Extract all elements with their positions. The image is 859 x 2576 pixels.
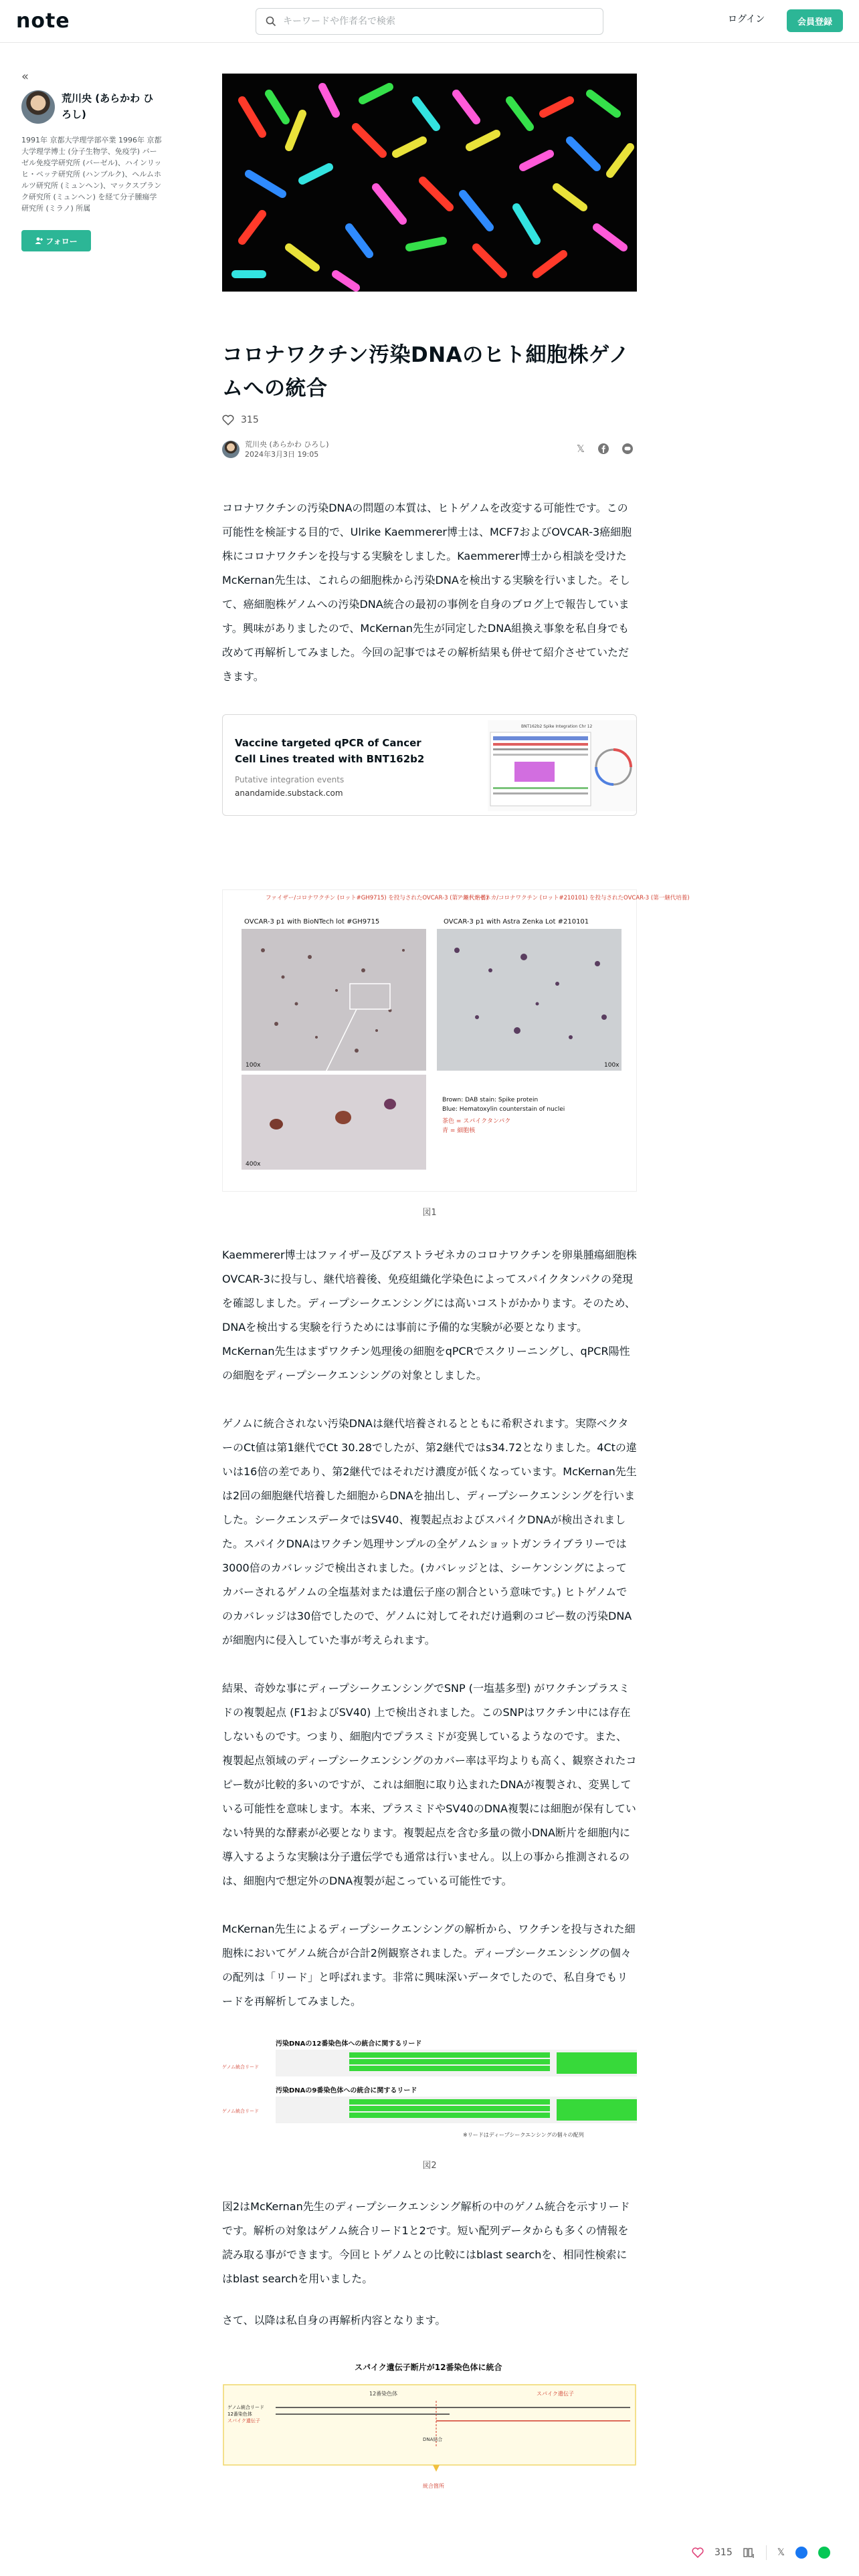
byline-avatar[interactable] <box>222 441 240 458</box>
fig1-legend-1: Brown: DAB stain: Spike protein <box>442 1097 539 1103</box>
add-user-icon <box>35 237 43 245</box>
fig2-side-1: ゲノム統合リード <box>222 2064 260 2070</box>
byline-date: 2024年3月3日 19:05 <box>245 450 319 459</box>
line-share-icon[interactable] <box>622 443 633 454</box>
figure-2-caption: 図2 <box>422 2161 437 2171</box>
search-input[interactable] <box>283 16 577 27</box>
fig2-header-1: 汚染DNAの12番染色体への統合に関するリード <box>276 2040 422 2048</box>
fab-x-share-icon[interactable]: 𝕏 <box>777 2547 785 2558</box>
embed-thumbnail <box>488 720 636 811</box>
fab-line-share-icon[interactable] <box>818 2547 830 2559</box>
like-area[interactable] <box>222 415 637 425</box>
paragraph-4: 結果、奇妙な事にディープシークエンシングでSNP (一塩基多型) がワクチンプラスミドの複製起点 (F1およびSV40) 上で検出されました。このSNPはワクチン中には存在しないものです。つまり、細胞内でプラスミドが変異しているようなのです。また、複製起点領域のディープシークエンシングのカバー率は平均よりも高く、観察されたコピー数が比較的多いのですが、これは細胞に取り込まれたDNAが複製され、変異している可能性を意味します。本来、プラスミドやSV40のDNA複製には細胞が保有していない特異的な酵素が必要となります。複製起点を含む多量の微小DNA断片を細胞内に導入するような実験は分子遺伝学でも通常は行いません。以上の事から推測されるのは、細胞内で想定外のDNA複製が起こっている可能性です。 <box>222 1682 637 1887</box>
figure-1 <box>222 889 690 1192</box>
fig3-chr-label: 12番染色体 <box>369 2391 398 2397</box>
x-share-icon[interactable]: 𝕏 <box>576 443 585 455</box>
avatar[interactable] <box>21 90 55 124</box>
heart-icon[interactable] <box>222 415 234 425</box>
search-box[interactable] <box>256 8 603 35</box>
search-icon <box>266 16 276 27</box>
fab-like-count[interactable]: 315 <box>714 2547 733 2558</box>
fig1-mag-left: 100x <box>246 1062 261 1069</box>
sidebar-author[interactable] <box>21 90 162 124</box>
chromosome-image <box>222 74 637 292</box>
figure-1-caption: 図1 <box>422 1208 437 1218</box>
magazine-add-icon[interactable] <box>743 2547 755 2558</box>
author-name[interactable]: 荒川央 (あらかわ ひろし) <box>62 92 154 120</box>
paragraph-5: McKernan先生によるディープシークエンシングの解析から、ワクチンを投与された細胞株においてゲノム統合が合計2例観察されました。ディープシークエンシングの個々の配列は「リード」と呼ばれます。非常に興味深いデータでしたので、私自身でもリードを再解析してみました。 <box>222 1923 636 2008</box>
embed-description: Putative integration events <box>235 775 345 784</box>
paragraph-1: コロナワクチンの汚染DNAの問題の本質は、ヒトゲノムを改変する可能性です。この可能性を検証する目的で、Ulrike Kaemmerer博士は、MCF7およびOVCAR-3癌細胞株にコロナワクチンを投与する実験をしました。Kaemmerer博士から相談を受けたMcKernan先生は、これらの細胞株から汚染DNAを検出する実験を行いました。そして、癌細胞株ゲノムへの汚染DNA統合の最初の事例を自身のブログ上で報告しています。興味がありましたので、McKernan先生が同定したDNA組換え事象を私自身でも改めて再解析してみました。今回の記事ではその解析結果も併せて紹介させていただきます。 <box>222 502 632 683</box>
paragraph-7: さて、以降は私自身の再解析内容となります。 <box>222 2314 446 2327</box>
fig3-mid-label: DNA結合 <box>423 2437 443 2442</box>
top-header <box>0 0 859 43</box>
paragraph-6: 図2はMcKernan先生のディープシークエンシング解析の中のゲノム統合を示すリードです。解析の対象はゲノム統合リード1と2です。短い配列データからも多くの情報を読み取る事ができます。今回ヒトゲノムとの比較にはblast searchを、相同性検索にはblast searchを用いました。 <box>222 2200 630 2285</box>
like-count[interactable]: 315 <box>241 415 259 425</box>
paragraph-3: ゲノムに統合されない汚染DNAは継代培養されるとともに希釈されます。実際ベクターのCt値は第1継代でCt 30.28でしたが、第2継代ではs34.72となりました。4Ctの違いは16倍の差であり、第2継代ではそれだけ濃度が低くなっています。McKernan先生は2回の細胞継代培養した細胞からDNAを抽出し、ディープシークエンシングを行いました。シークエンスデータではSV40、複製起点およびスパイクDNAが検出されました。スパイクDNAはワクチン処理サンプルの全ゲノムショットガンライブラリーでは3000倍のカバレッジで検出されました。(カバレッジとは、シーケンシングによってカバーされるゲノムの全塩基対または遺伝子座の割合という意味です。) ヒトゲノムでのカバレッジは30倍でしたので、ゲノムに対してそれだけ過剰のコピー数の汚染DNAが細胞内に侵入していた事が考えられます。 <box>222 1417 637 1646</box>
fab-facebook-share-icon[interactable] <box>795 2547 807 2559</box>
article-title: コロナワクチン汚染DNAのヒト細胞株ゲノムへの統合 <box>222 343 630 401</box>
fig1-mag-zoom: 400x <box>246 1161 261 1168</box>
share-buttons <box>577 443 633 455</box>
fig1-label-left: OVCAR-3 p1 with BioNTech lot #GH9715 <box>244 918 380 926</box>
fig3-row-1: ゲノム統合リード <box>227 2405 265 2410</box>
byline <box>222 436 637 463</box>
figure-3 <box>222 2361 637 2494</box>
follow-button[interactable] <box>21 230 91 251</box>
fab-divider <box>766 2545 767 2560</box>
link-embed-card[interactable] <box>222 714 637 816</box>
fig3-title: スパイク遺伝子断片が12番染色体に統合 <box>355 2363 502 2372</box>
collapse-sidebar-icon[interactable]: « <box>21 70 29 84</box>
fig1-legend-3: 茶色 = スパイクタンパク <box>442 1118 511 1125</box>
fig3-row-3: スパイク遺伝子 <box>227 2418 260 2424</box>
follow-label: フォロー <box>45 236 78 246</box>
paragraph-2: Kaemmerer博士はファイザー及びアストラゼネカのコロナワクチンを卵巣腫瘍細胞株OVCAR-3に投与し、継代培養後、免疫組織化学染色によってスパイクタンパクの発現を確認しました。ディープシークエンシングには高いコストがかかります。そのため、DNAを検出する実験を行うためには事前に予備的な実験が必要となります。McKernan先生はまずワクチン処理後の細胞をqPCRでスクリーニングし、qPCR陽性の細胞をディープシークエンシングの対象としました。 <box>222 1249 637 1382</box>
article <box>222 74 690 2494</box>
signup-button[interactable]: 会員登録 <box>787 9 843 32</box>
fig1-legend-4: 青 = 細胞核 <box>442 1128 476 1134</box>
login-button[interactable]: ログイン <box>728 12 765 25</box>
author-bio: 1991年 京都大学理学部卒業 1996年 京都大学理学博士 (分子生物学、免疫学) バーゼル免疫学研究所 (バーゼル)、ハインリッヒ・ペッテ研究所 (ハンブルク)、ヘルムホルツ研究所 (ミュンヘン)、マックスプランク研究所 (ミュンヘン) を経て分子腫瘍学研究所 (ミラノ) 所属 <box>21 136 162 213</box>
floating-action-bar <box>692 2545 830 2560</box>
fig3-row-2: 12番染色体 <box>227 2411 252 2417</box>
embed-url[interactable]: anandamide.substack.com <box>235 788 343 798</box>
fig1-label-left-red: ファイザー/コロナワクチン (ロット#GH9715) を投与されたOVCAR-3 (第一継代培養) <box>266 895 488 901</box>
fig1-mag-right: 100x <box>604 1062 619 1069</box>
fig2-note: ※リードはディープシークエンシングの個々の配列 <box>463 2132 584 2138</box>
heart-icon[interactable] <box>692 2547 704 2558</box>
figure-2 <box>222 2038 637 2145</box>
fig2-header-2: 汚染DNAの9番染色体への統合に関するリード <box>276 2087 417 2095</box>
byline-author[interactable]: 荒川央 (あらかわ ひろし) <box>245 440 329 449</box>
fig1-label-right: OVCAR-3 p1 with Astra Zenka Lot #210101 <box>444 918 589 926</box>
fig2-side-2: ゲノム統合リード <box>222 2109 260 2114</box>
fig3-spike-label: スパイク遺伝子 <box>537 2391 574 2397</box>
fig1-legend-2: Blue: Hematoxylin counterstain of nuclei <box>442 1106 565 1113</box>
embed-title[interactable]: Vaccine targeted qPCR of Cancer Cell Lines treated with BNT162b2 <box>235 737 425 765</box>
embed-thumb-label: BNT162b2 Spike Integration Chr 12 <box>521 724 593 729</box>
facebook-share-icon[interactable] <box>598 443 609 454</box>
byline-text <box>245 439 329 459</box>
author-sidebar <box>21 70 162 251</box>
fig1-label-right-red: アストラゼネカ/コロナワクチン (ロット#210101) を投与されたOVCAR-3 (第一継代培養) <box>457 895 690 901</box>
note-logo[interactable]: note <box>16 9 70 33</box>
fig3-bottom-label: 統合箇所 <box>423 2483 444 2489</box>
eyecatch-image <box>222 74 637 292</box>
